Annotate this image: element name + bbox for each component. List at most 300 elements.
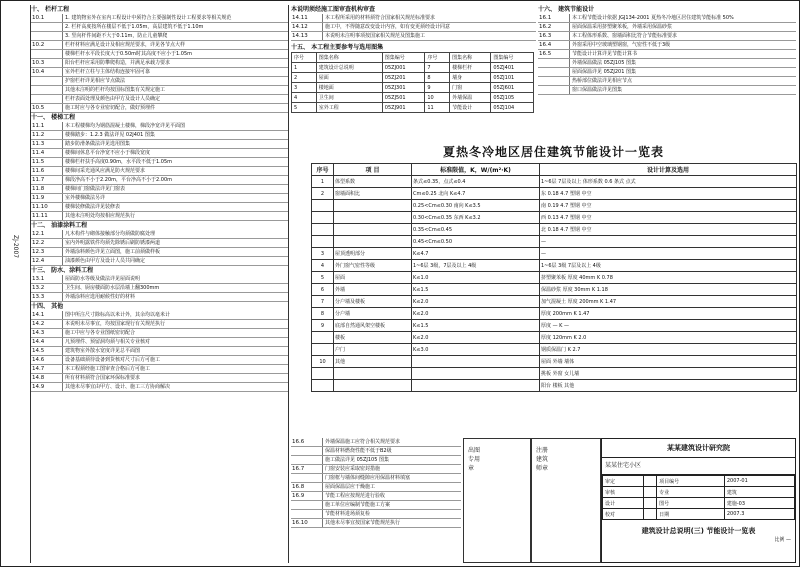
energy-no-cell — [312, 332, 334, 344]
energy-design-cell: 东 0.18 4.7 塑钢 中空 — [540, 188, 797, 200]
note-row — [31, 365, 288, 374]
note-text: 凡预埋件、预留洞均须与相关专业核对 — [65, 339, 151, 345]
energy-limit-cell: K≤2.0 — [412, 308, 540, 320]
section-title: 十一、 楼梯工程 — [31, 114, 76, 121]
energy-item-cell — [334, 380, 412, 392]
energy-table — [311, 163, 797, 392]
note-row — [291, 447, 461, 456]
note-row — [291, 438, 461, 447]
middle-bottom — [291, 438, 461, 528]
note-number: 16.1 — [538, 14, 570, 22]
energy-design-cell: 加气混凝土 厚度 200mm K 1.47 — [540, 296, 797, 308]
note-number: 16.10 — [291, 519, 323, 527]
note-row — [31, 95, 288, 104]
energy-design-cell: 北 0.18 4.7 塑钢 中空 — [540, 224, 797, 236]
energy-no-cell — [312, 368, 334, 380]
title-field-cell: 审核 — [603, 487, 644, 498]
note-text: 本工程体形系数、窗墙面积比符合节能标准要求 — [572, 33, 678, 39]
note-number: 10.3 — [31, 59, 63, 67]
energy-item-cell — [334, 368, 412, 380]
note-row — [31, 212, 288, 221]
energy-no-cell — [312, 380, 334, 392]
energy-design-cell: 保温砂浆 厚度 30mm K 1.18 — [540, 284, 797, 296]
note-number — [31, 32, 63, 40]
note-text: 施工单位应编制节能施工方案 — [325, 502, 391, 508]
note-text: 阳台栏杆应采用防攀爬构造，并满足承载力要求 — [65, 60, 171, 66]
sheet-code: ZJ-2007 — [12, 235, 19, 259]
energy-limit-cell: K≤1.5 — [412, 320, 540, 332]
note-row — [31, 23, 288, 32]
atlas-cell: 4 — [292, 93, 317, 103]
note-text: 本说明未注明事项按国家相关规范及图集施工 — [325, 33, 426, 39]
note-row — [31, 140, 288, 149]
energy-limit-cell: K≤4.7 — [412, 248, 540, 260]
energy-limit-cell: 1~6层 3级，7层及以上 4级 — [412, 260, 540, 272]
energy-item-cell: 窗墙面积比 — [334, 188, 412, 200]
atlas-cell: 05ZJ104 — [491, 103, 534, 113]
note-number: 14.5 — [31, 347, 63, 355]
energy-limit-cell: 0.30<Cm≤0.35 东西 K≤3.2 — [412, 212, 540, 224]
note-text: 油漆颜色由甲方及设计人员共同确定 — [65, 258, 146, 264]
note-row — [31, 68, 288, 77]
note-number — [31, 77, 63, 85]
atlas-cell: 05ZJ401 — [491, 63, 534, 73]
note-number: 13.3 — [31, 293, 63, 301]
energy-row — [312, 248, 797, 260]
note-number: 11.1 — [31, 122, 63, 130]
note-number: 16.6 — [291, 438, 323, 446]
energy-limit-cell: 条式≤0.35，点式≤0.4 — [412, 176, 540, 188]
note-text: 楼梯间采光通风应满足防火规范要求 — [65, 168, 146, 174]
energy-item-cell: 分户墙及楼板 — [334, 296, 412, 308]
energy-limit-cell: 0.45<Cm≤0.50 — [412, 236, 540, 248]
note-number: 11.4 — [31, 149, 63, 157]
note-number — [291, 510, 323, 518]
note-row — [31, 149, 288, 158]
note-text: 其他未尽事宜按国家节能规范执行 — [325, 520, 401, 526]
atlas-cell: 外墙保温 — [450, 93, 491, 103]
note-number: 11.3 — [31, 140, 63, 148]
title-field-cell: 校对 — [603, 509, 644, 520]
note-row — [31, 194, 288, 203]
note-number: 14.4 — [31, 338, 63, 346]
stamp-right — [531, 438, 601, 563]
title-field-cell: 日期 — [657, 509, 725, 520]
title-field-cell: 2007.3 — [724, 509, 794, 520]
note-text: 栏杆材料应满足设计及相应规范要求，详见各节点大样 — [65, 42, 186, 48]
atlas-cell: 05ZJ001 — [382, 63, 425, 73]
note-number: 11.2 — [31, 131, 63, 139]
note-number — [538, 68, 570, 76]
energy-item-cell — [334, 200, 412, 212]
note-text: 建筑物室外散水宽度详见总平面图 — [65, 348, 141, 354]
note-number: 14.13 — [291, 32, 323, 40]
energy-row — [312, 356, 797, 368]
note-number: 16.9 — [291, 492, 323, 500]
atlas-header-cell: 图集名称 — [316, 53, 382, 63]
scale-label: 比例 — [774, 537, 785, 543]
note-text: 施工中，不得随意改变设计内容，如有变更须经设计同意 — [325, 24, 451, 30]
binding-strip — [4, 5, 31, 563]
note-text: 踏步防滑条做法详见选用图集 — [65, 141, 131, 147]
note-row — [538, 41, 796, 50]
left-column — [31, 5, 289, 563]
note-row — [31, 320, 288, 329]
atlas-header-cell: 序号 — [425, 53, 450, 63]
note-text: 节能材料进场须复检 — [325, 511, 371, 517]
energy-design-cell: — — [540, 236, 797, 248]
energy-no-cell: 6 — [312, 284, 334, 296]
note-row — [31, 176, 288, 185]
stamp-left-label: 出图专用章 — [468, 447, 481, 472]
note-number: 11.7 — [31, 176, 63, 184]
note-row — [538, 32, 796, 41]
energy-limit-cell: K≤1.5 — [412, 284, 540, 296]
energy-item-cell: 体型系数 — [334, 176, 412, 188]
title-field-cell — [643, 498, 657, 509]
note-text: 楼梯栏杆扶手高度0.90m，水平段不低于1.05m — [65, 159, 173, 165]
energy-design-cell: 厚度 200mm K 1.47 — [540, 308, 797, 320]
atlas-cell: 8 — [425, 73, 450, 83]
atlas-cell: 3 — [292, 83, 317, 93]
atlas-header-cell: 图集编号 — [382, 53, 425, 63]
atlas-cell: 墙身 — [450, 73, 491, 83]
note-number — [31, 95, 63, 103]
note-row — [31, 257, 288, 266]
note-row — [291, 465, 461, 474]
note-number: 16.3 — [538, 32, 570, 40]
note-number: 10.4 — [31, 68, 63, 76]
note-number: 12.3 — [31, 248, 63, 256]
note-row — [538, 68, 796, 77]
energy-limit-cell: K≤2.0 — [412, 296, 540, 308]
note-text: 屋面保温采用挤塑聚苯板，外墙采用保温砂浆 — [572, 24, 673, 30]
energy-item-cell: 外门窗气密性等级 — [334, 260, 412, 272]
energy-no-cell — [312, 344, 334, 356]
note-row — [31, 86, 288, 95]
atlas-cell: 05ZJ105 — [491, 93, 534, 103]
note-number: 11.8 — [31, 185, 63, 193]
atlas-cell: 05ZJ101 — [491, 73, 534, 83]
energy-design-cell: 厚度 120mm K 2.0 — [540, 332, 797, 344]
energy-no-cell: 8 — [312, 308, 334, 320]
note-text: 梯段净高不小于2.20m，平台净高不小于2.00m — [65, 177, 173, 183]
energy-no-cell: 10 — [312, 356, 334, 368]
note-row — [31, 338, 288, 347]
energy-limit-cell: K≤2.0 — [412, 332, 540, 344]
note-row — [31, 284, 288, 293]
note-row — [291, 474, 461, 483]
title-fields — [602, 475, 795, 520]
energy-design-cell: 1~6层 7层及以上 体形系数 0.6 条式 点式 — [540, 176, 797, 188]
energy-header-cell: 项 目 — [334, 164, 412, 176]
energy-limit-cell: 0.25<Cm≤0.30 南向 K≤3.5 — [412, 200, 540, 212]
note-number: 12.2 — [31, 239, 63, 247]
energy-row — [312, 224, 797, 236]
note-number — [538, 59, 570, 67]
note-number — [31, 23, 63, 31]
energy-item-cell: 屋顶透明部分 — [334, 248, 412, 260]
title-field-cell: 建施-03 — [724, 498, 794, 509]
energy-design-cell: 屋面 外墙 墙体 — [540, 356, 797, 368]
energy-design-cell: 挑板 外窗 女儿墙 — [540, 368, 797, 380]
atlas-cell: 9 — [425, 83, 450, 93]
scale-row — [602, 536, 795, 543]
note-number: 13.1 — [31, 275, 63, 283]
energy-no-cell: 3 — [312, 248, 334, 260]
note-row — [31, 248, 288, 257]
note-number: 16.7 — [291, 465, 323, 473]
note-row — [538, 23, 796, 32]
title-field-cell: 图号 — [657, 498, 725, 509]
note-row — [291, 519, 461, 528]
note-text: 屋面保温详见 05ZJ201 图集 — [572, 69, 636, 75]
atlas-cell: 屋面 — [316, 73, 382, 83]
atlas-cell: 05ZJ901 — [382, 103, 425, 113]
note-number: 12.4 — [31, 257, 63, 265]
note-text: 室外楼梯做法另详 — [65, 195, 106, 201]
note-text: 门窗框与墙体间缝隙应用保温材料填塞 — [325, 475, 411, 481]
note-row — [538, 86, 796, 95]
energy-limit-cell — [412, 356, 540, 368]
middle-top — [291, 5, 536, 133]
note-row — [31, 239, 288, 248]
note-text: 栏杆表面处理及颜色由甲方及设计人员确定 — [65, 96, 161, 102]
note-row — [31, 14, 288, 23]
note-text: 外墙保温施工应符合相关规范要求 — [325, 439, 401, 445]
note-text: 楼梯栏杆水平段长度大于0.50m时其高度不应小于1.05m — [65, 51, 193, 57]
energy-no-cell — [312, 236, 334, 248]
note-number: 14.6 — [31, 356, 63, 364]
energy-no-cell: 9 — [312, 320, 334, 332]
note-row — [291, 456, 461, 465]
note-text: 窗口保温做法详见图集 — [572, 87, 623, 93]
note-number — [291, 447, 323, 455]
energy-header-cell: 设计计算及选用 — [540, 164, 797, 176]
energy-limit-cell — [412, 380, 540, 392]
note-number: 16.8 — [291, 483, 323, 491]
note-text: 本工程节能设计依据 JGJ134-2001 夏热冬冷地区居住建筑节能标准 50% — [572, 15, 734, 21]
energy-row — [312, 308, 797, 320]
note-number: 16.2 — [538, 23, 570, 31]
note-text: 外墙涂料颜色详见立面图，施工前须做样板 — [65, 249, 161, 255]
atlas-cell: 11 — [425, 103, 450, 113]
energy-design-cell: 钢质保温门 K 2.7 — [540, 344, 797, 356]
note-number — [31, 50, 63, 58]
energy-limit-cell: K≤3.0 — [412, 344, 540, 356]
note-row — [291, 501, 461, 510]
title-field-cell — [643, 487, 657, 498]
title-field-cell: 专业 — [657, 487, 725, 498]
title-block — [601, 438, 796, 563]
note-row — [291, 510, 461, 519]
energy-no-cell — [312, 224, 334, 236]
energy-item-cell: 户门 — [334, 344, 412, 356]
note-text: 门窗安装应采取密封措施 — [325, 466, 381, 472]
atlas-cell: 建筑设计总说明 — [316, 63, 382, 73]
note-row — [31, 167, 288, 176]
note-text: 楼梯间门窗做法详见门窗表 — [65, 186, 126, 192]
energy-design-cell: — — [540, 248, 797, 260]
note-text: 热桥部位做法详见相应节点 — [572, 78, 633, 84]
note-row — [538, 59, 796, 68]
note-text: 施工中应与各专业图纸密切配合 — [65, 330, 136, 336]
energy-notes-title: 十六、 建筑节能设计 — [538, 6, 595, 13]
note-text: 外墙涂料应选用耐候性好的材料 — [65, 294, 136, 300]
energy-no-cell — [312, 212, 334, 224]
note-row — [31, 32, 288, 41]
energy-row — [312, 296, 797, 308]
note-row — [31, 329, 288, 338]
energy-limit-cell: Cm≤0.25 北向 K≤4.7 — [412, 188, 540, 200]
note-text: 外墙保温做法 05ZJ105 图集 — [572, 60, 636, 66]
note-text: 本工程楼梯均为钢筋混凝土楼梯，梯段净宽详见平面图 — [65, 123, 186, 129]
note-text: 所有材料须符合国家环保标准要求 — [65, 375, 141, 381]
atlas-cell: 楼地面 — [316, 83, 382, 93]
atlas-cell: 7 — [425, 63, 450, 73]
note-row — [31, 230, 288, 239]
note-number — [291, 501, 323, 509]
atlas-cell: 5 — [292, 103, 317, 113]
energy-design-cell: 挤塑聚苯板 厚度 40mm K 0.78 — [540, 272, 797, 284]
note-number: 14.11 — [291, 14, 323, 22]
note-row — [31, 158, 288, 167]
energy-item-cell: 分户墙 — [334, 308, 412, 320]
atlas-cell: 楼梯栏杆 — [450, 63, 491, 73]
note-text: 室内外明露铁件均须先除锈后刷防锈漆两道 — [65, 240, 161, 246]
note-text: 楼梯装修做法详见装修表 — [65, 204, 121, 210]
energy-table-block — [311, 141, 796, 392]
energy-limit-cell: K≤1.0 — [412, 272, 540, 284]
note-number: 13.2 — [31, 284, 63, 292]
energy-row — [312, 200, 797, 212]
note-number: 14.2 — [31, 320, 63, 328]
section-title: 十三、 防水、涂料工程 — [31, 267, 94, 274]
energy-item-cell: 底部自然通风架空楼板 — [334, 320, 412, 332]
title-field-cell: 建筑 — [724, 487, 794, 498]
note-row — [31, 185, 288, 194]
energy-table-title: 夏热冬冷地区居住建筑节能设计一览表 — [442, 145, 664, 159]
energy-item-cell — [334, 224, 412, 236]
note-row — [538, 14, 796, 23]
atlas-cell: 1 — [292, 63, 317, 73]
atlas-cell: 门窗 — [450, 83, 491, 93]
note-number: 14.7 — [31, 365, 63, 373]
note-row — [31, 347, 288, 356]
note-number: 10.2 — [31, 41, 63, 49]
energy-item-cell: 楼板 — [334, 332, 412, 344]
energy-row — [312, 236, 797, 248]
note-text: 室外栏杆立柱与主体结构连接牢固可靠 — [65, 69, 151, 75]
note-row — [31, 203, 288, 212]
energy-row — [312, 332, 797, 344]
note-number: 11.11 — [31, 212, 63, 220]
note-row — [31, 41, 288, 50]
note-text: 设备基础须待设备到货核对尺寸后方可施工 — [65, 357, 161, 363]
energy-item-cell: 其他 — [334, 356, 412, 368]
note-text: 楼梯踏步：1.2.3 做法详见 02J401 图集 — [65, 132, 155, 138]
right-top — [538, 5, 796, 133]
scale-value: — — [786, 537, 791, 543]
note-number — [291, 456, 323, 464]
note-number: 14.8 — [31, 374, 63, 382]
atlas-cell: 节能设计 — [450, 103, 491, 113]
company-name: 某某建筑设计研究院 — [602, 439, 795, 458]
energy-row — [312, 176, 797, 188]
note-text: 外窗采用中空玻璃塑钢窗，气密性不低于3级 — [572, 42, 671, 48]
note-text: 施工时应与各专业密切配合，做好预埋件 — [65, 105, 156, 111]
energy-design-cell: 1~6层 3级 7层及以上 4级 — [540, 260, 797, 272]
atlas-table-title: 十五、 本工程主要参考与选用图集 — [291, 44, 384, 51]
note-text: 本工程须经施工图审查合格后方可施工 — [65, 366, 151, 372]
note-row — [31, 59, 288, 68]
note-number: 11.9 — [31, 194, 63, 202]
energy-design-cell: 阳台 楼板 其他 — [540, 380, 797, 392]
atlas-cell: 05ZJ301 — [382, 83, 425, 93]
note-text: 屋面保温层应干燥施工 — [325, 484, 376, 490]
energy-header-cell: 序号 — [312, 164, 334, 176]
note-text: 其他未注明的栏杆均按国标图集有关规定施工 — [65, 87, 166, 93]
energy-item-cell — [334, 236, 412, 248]
note-row — [291, 32, 536, 41]
atlas-cell: 05ZJ501 — [382, 93, 425, 103]
note-number — [31, 86, 63, 94]
section-title: 十四、 其他 — [31, 303, 64, 310]
note-number: 14.1 — [31, 311, 63, 319]
note-text: 保温材料燃烧性能不低于B2级 — [325, 448, 392, 454]
stamp-left — [463, 438, 531, 563]
energy-row — [312, 284, 797, 296]
atlas-header-cell: 图集名称 — [450, 53, 491, 63]
note-number: 11.6 — [31, 167, 63, 175]
note-number: 11.5 — [31, 158, 63, 166]
note-row — [291, 14, 536, 23]
atlas-cell: 室外工程 — [316, 103, 382, 113]
note-text: 屋面防水等级及做法详见屋面说明 — [65, 276, 141, 282]
note-text: 本说明未尽事宜，均按国家现行有关规范执行 — [65, 321, 166, 327]
note-row — [538, 77, 796, 86]
energy-row — [312, 260, 797, 272]
atlas-cell: 05ZJ201 — [382, 73, 425, 83]
note-number: 14.9 — [31, 383, 63, 391]
note-row — [291, 492, 461, 501]
note-text: 本工程所采用的材料须符合国家相关规范标准要求 — [325, 15, 436, 21]
energy-no-cell: 7 — [312, 296, 334, 308]
energy-row — [312, 320, 797, 332]
note-text: 凡木构件与砌体接触部分均须做防腐处理 — [65, 231, 156, 237]
note-row — [31, 275, 288, 284]
note-row — [31, 122, 288, 131]
energy-design-cell: 南 0.19 4.7 塑钢 中空 — [540, 200, 797, 212]
atlas-header-cell: 序号 — [292, 53, 317, 63]
energy-row — [312, 188, 797, 200]
note-row — [291, 483, 461, 492]
energy-row — [312, 344, 797, 356]
drawing-title: 建筑设计总说明(三) 节能设计一览表 — [641, 527, 756, 535]
project-name: 某某住宅小区 — [602, 458, 795, 475]
title-field-cell — [643, 509, 657, 520]
atlas-cell: 2 — [292, 73, 317, 83]
note-row — [291, 23, 536, 32]
note-row — [538, 50, 796, 59]
title-field-cell: 审定 — [603, 476, 644, 487]
title-field-cell — [643, 476, 657, 487]
note-text: 节能工程应按规范进行验收 — [325, 493, 386, 499]
note-number: 10.5 — [31, 104, 63, 112]
note-number: 16.5 — [538, 50, 570, 58]
atlas-header-cell: 图集编号 — [491, 53, 534, 63]
energy-design-cell: 厚度 — K — — [540, 320, 797, 332]
